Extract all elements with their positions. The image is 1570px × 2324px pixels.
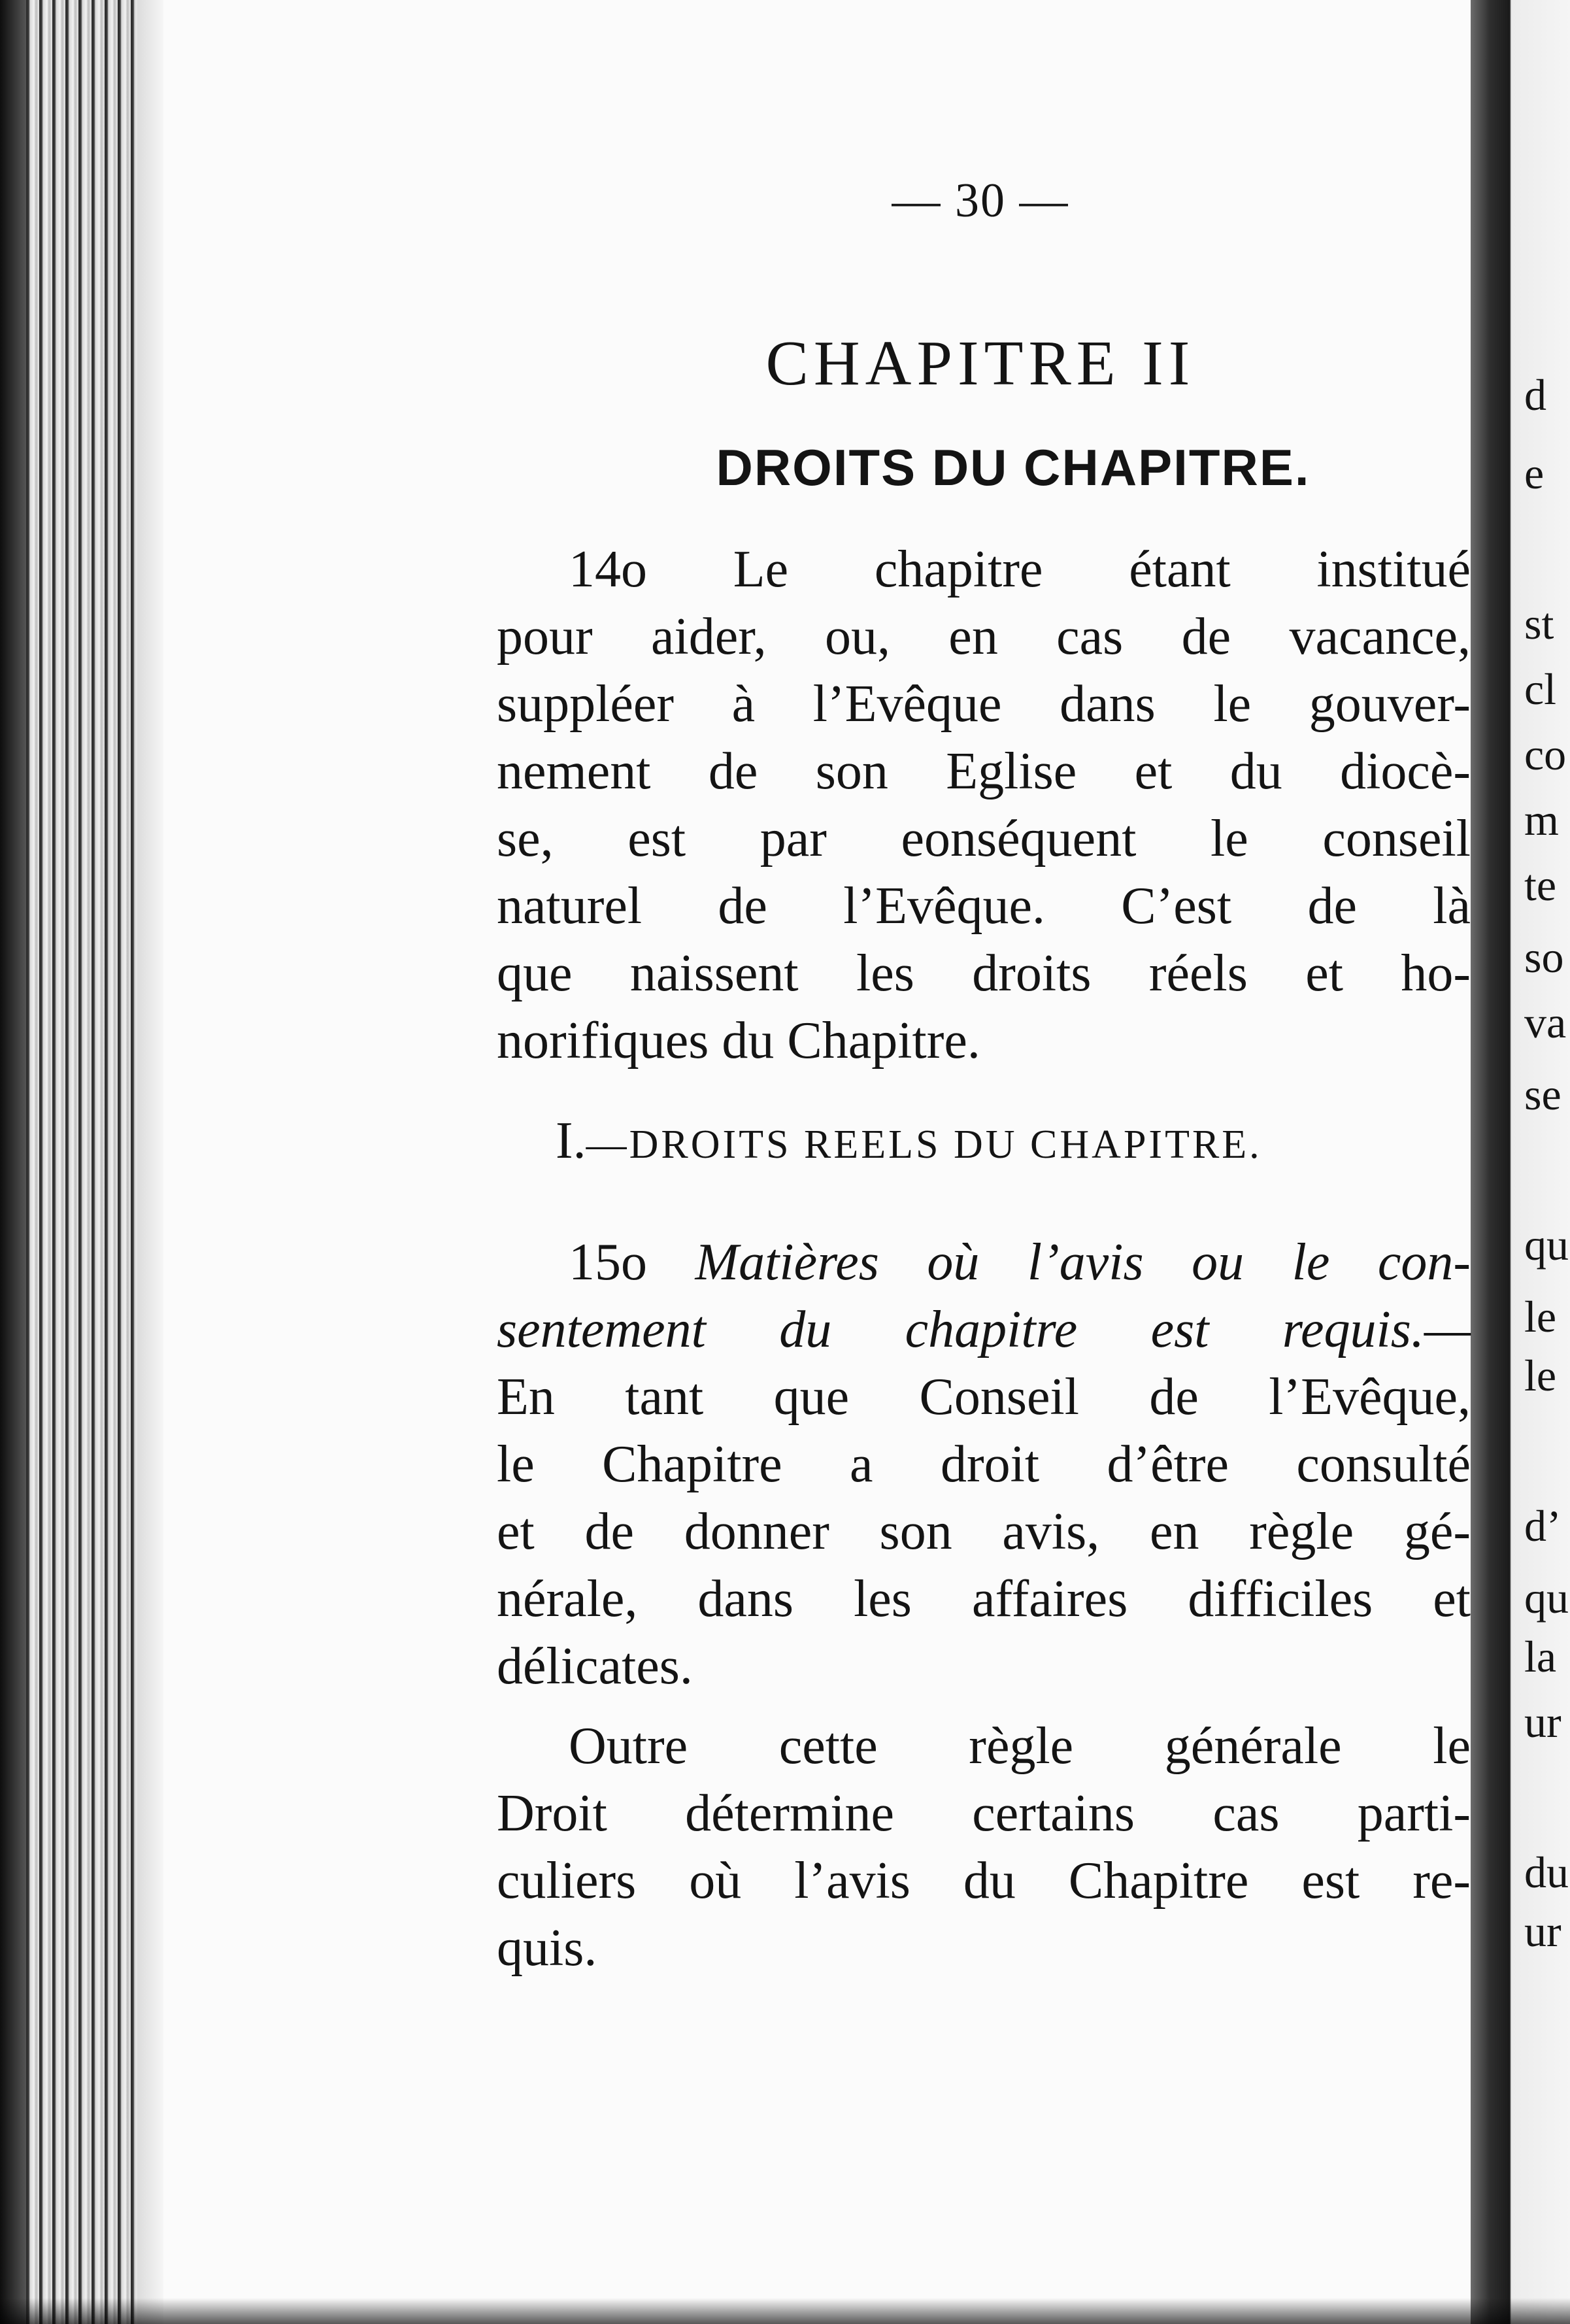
- paragraph-14: [497, 536, 1471, 1075]
- fragment: la: [1524, 1632, 1557, 1681]
- book-page-edges: [0, 0, 163, 2324]
- fragment: le: [1524, 1292, 1557, 1341]
- fragment: d’: [1524, 1501, 1562, 1551]
- section-title: —DROITS REELS DU CHAPITRE.: [586, 1122, 1262, 1167]
- paragraph-line: 14o Le chapitre étant institué: [569, 541, 1471, 598]
- next-page-fragments: [1523, 0, 1570, 2324]
- fragment: va: [1524, 998, 1567, 1047]
- fragment: so: [1524, 932, 1564, 982]
- paragraph-line: nement de son Eglise et du diocè-: [497, 743, 1471, 800]
- paragraph-line: Outre cette règle générale le: [569, 1717, 1471, 1775]
- fragment: e: [1524, 448, 1545, 498]
- paragraph-15: [497, 1229, 1471, 1700]
- chapter-subtitle: DROITS DU CHAPITRE.: [716, 439, 1311, 496]
- fragment: qu: [1524, 1220, 1569, 1270]
- paragraph-line: pour aider, ou, en cas de vacance,: [497, 608, 1471, 665]
- paragraph-line: se, est par eonséquent le conseil: [497, 810, 1471, 867]
- paragraph-line: que naissent les droits réels et ho-: [497, 945, 1471, 1002]
- fragment: st: [1524, 599, 1554, 648]
- fragment: du: [1524, 1847, 1569, 1897]
- section-heading: [556, 1111, 1471, 1171]
- fragment: co: [1524, 730, 1567, 779]
- paragraph-line: En tant que Conseil de l’Evêque,: [497, 1368, 1471, 1426]
- fragment: ur: [1524, 1697, 1562, 1747]
- fragment: cl: [1524, 664, 1557, 714]
- paragraph-line: Droit détermine certains cas parti-: [497, 1785, 1471, 1842]
- paragraph-line: suppléer à l’Evêque dans le gouver-: [497, 675, 1471, 733]
- paragraph-line: quis.: [497, 1919, 597, 1977]
- fragment: qu: [1524, 1573, 1569, 1623]
- paragraph-line: nérale, dans les affaires difficiles et: [497, 1570, 1471, 1628]
- paragraph-line: et de donner son avis, en règle gé-: [497, 1503, 1471, 1560]
- paragraph-number: 15o: [569, 1234, 647, 1291]
- bottom-shadow: [0, 2298, 1570, 2324]
- paragraph-line: norifiques du Chapitre.: [497, 1012, 980, 1069]
- paragraph-16: [497, 1713, 1471, 1982]
- section-number: I.: [556, 1112, 586, 1170]
- paragraph-line: le Chapitre a droit d’être consulté: [497, 1436, 1471, 1493]
- paragraph-line: culiers où l’avis du Chapitre est re-: [497, 1852, 1471, 1910]
- paragraph-line: sentement du chapitre est requis.—: [497, 1301, 1471, 1358]
- chapter-title: CHAPITRE II: [765, 328, 1195, 399]
- fragment: d: [1524, 370, 1546, 420]
- fragment: te: [1524, 860, 1557, 910]
- fragment: se: [1524, 1069, 1562, 1119]
- fragment: m: [1524, 795, 1559, 845]
- paragraph-line: délicates.: [497, 1638, 693, 1695]
- paragraph-italic-heading: Matières où l’avis ou le con-: [695, 1234, 1471, 1291]
- fragment: le: [1524, 1351, 1557, 1400]
- paragraph-line: naturel de l’Evêque. C’est de là: [497, 877, 1471, 935]
- fragment: ur: [1524, 1906, 1562, 1956]
- page-number: — 30 —: [892, 174, 1069, 227]
- paragraph-line: [497, 1229, 1471, 1296]
